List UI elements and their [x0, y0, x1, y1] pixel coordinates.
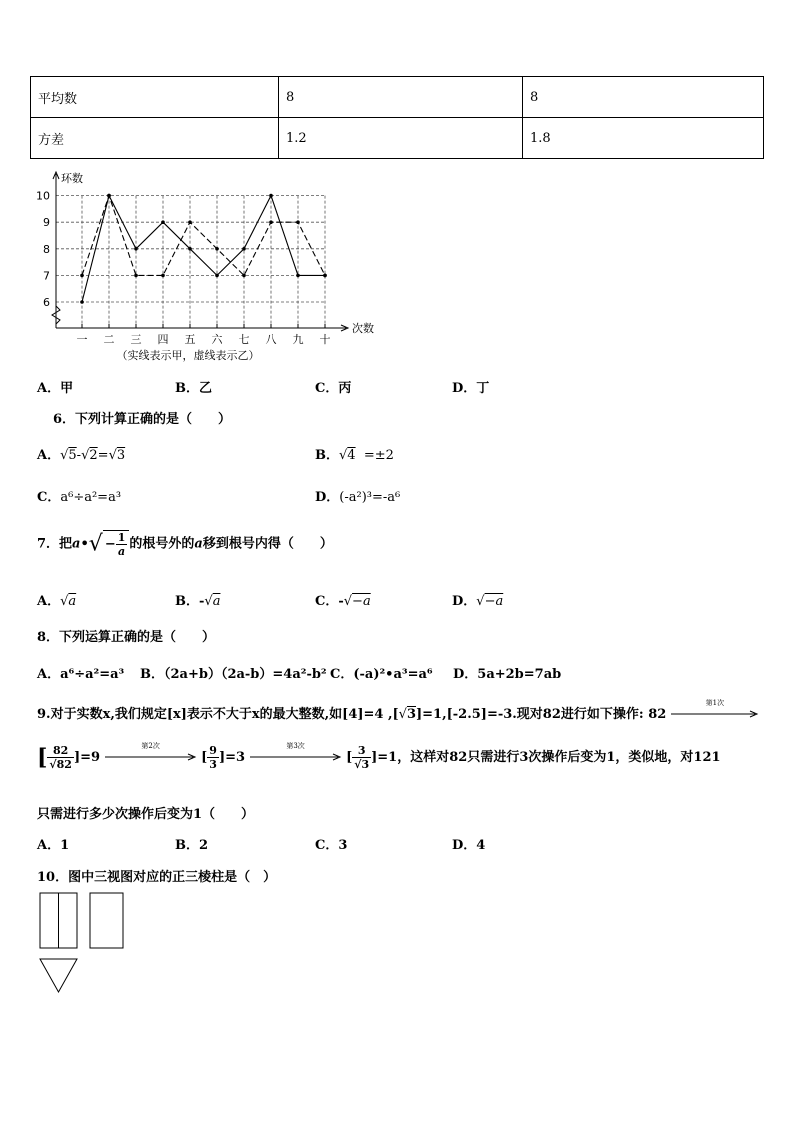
radicand: 3 — [116, 448, 126, 463]
option-prefix: B．- — [175, 594, 205, 609]
q5-option-d: D．丁 — [452, 381, 490, 396]
x-axis-label: 次数 — [352, 322, 374, 335]
operator: • — [80, 536, 89, 552]
data-point-乙 — [80, 274, 84, 278]
bracket: [ — [201, 750, 208, 765]
data-point-甲 — [215, 274, 219, 278]
q8-option-c: C．(-a)²•a³=a⁶ — [330, 667, 433, 682]
data-point-甲 — [242, 247, 246, 251]
data-point-乙 — [134, 274, 138, 278]
stem-text: 9.对于实数x,我们规定[x]表示不大于x的最大整数,如[4]=4 ,[ — [37, 707, 399, 722]
stem-text: ]=1，这样对82只需进行3次操作后变为1，类似地，对121 — [371, 750, 721, 765]
q9-line-3: 只需进行多少次操作后变为1（ ） — [37, 807, 255, 822]
data-point-甲 — [296, 274, 300, 278]
table-cell: 1.2 — [279, 118, 523, 159]
q7-option-d: D．√−a — [452, 594, 504, 609]
data-point-甲 — [134, 247, 138, 251]
x-tick-label: 七 — [238, 333, 250, 346]
q8-option-b: B．（2a+b）（2a-b）=4a²-b² — [140, 667, 327, 682]
radicand: 82 — [56, 758, 72, 771]
radicand: a — [212, 594, 221, 609]
data-point-甲 — [188, 247, 192, 251]
right-arrow-icon — [250, 753, 342, 761]
x-tick-label: 八 — [265, 333, 277, 346]
radicand: 5 — [68, 448, 77, 463]
x-tick-label: 六 — [211, 333, 223, 346]
q6-option-a: A．√5-√2=√3 — [37, 448, 126, 463]
x-tick-label: 四 — [157, 333, 169, 346]
numerator: 82 — [47, 744, 74, 758]
fraction — [47, 744, 74, 771]
q8-stem: 8．下列运算正确的是（ ） — [37, 630, 216, 645]
radicand: 4 — [347, 448, 356, 463]
fraction — [116, 531, 128, 558]
y-axis-label: 环数 — [61, 172, 83, 185]
option-text: =±2 — [363, 448, 394, 463]
variable: a — [194, 536, 203, 552]
operator: = — [97, 448, 109, 463]
arrow-label: 第2次 — [141, 742, 160, 750]
x-tick-label: 二 — [103, 333, 115, 346]
q6-option-b: B．√4 =±2 — [315, 448, 394, 463]
stats-table — [30, 76, 764, 159]
data-point-乙 — [215, 247, 219, 251]
q8-option-a: A．a⁶÷a²=a³ — [37, 667, 125, 682]
fraction — [352, 744, 371, 771]
q6-option-d — [315, 486, 400, 505]
q5-option-b: B．乙 — [175, 381, 212, 396]
option-prefix: C．- — [315, 594, 344, 609]
data-point-乙 — [107, 194, 111, 198]
denominator: a — [117, 545, 126, 558]
q7-option-b: B．-√a — [175, 594, 221, 609]
score-line-chart — [28, 168, 388, 368]
y-tick-label: 8 — [43, 242, 50, 256]
q9-line-2 — [37, 744, 721, 771]
radicand: a — [68, 594, 77, 609]
denominator: √3 — [354, 758, 370, 771]
operation-arrow-1 — [671, 699, 759, 722]
y-tick-label: 6 — [43, 296, 50, 309]
option-prefix: A． — [37, 448, 61, 463]
table-cell: 8 — [279, 77, 523, 118]
data-point-乙 — [161, 274, 165, 278]
q9-line-1: 9.对于实数x,我们规定[x]表示不大于x的最大整数,如[4]=4 ,[√3]=1,[-2.5]=-3.现对82进行如下操作: 82 第1次 — [37, 703, 759, 722]
q5-option-a: A．甲 — [37, 381, 74, 396]
q9-option-b: B．2 — [175, 838, 209, 853]
q10-stem: 10．图中三视图对应的正三棱柱是（ ） — [37, 870, 277, 885]
three-view-diagram — [36, 888, 128, 998]
q7-option-a: A．√a — [37, 594, 77, 609]
numerator: 1 — [117, 531, 126, 544]
top-view-triangle — [40, 959, 77, 992]
denominator: √82 — [49, 758, 72, 771]
radicand: −a — [352, 594, 371, 609]
operator: − — [104, 537, 116, 552]
q7-option-c: C．-√−a — [315, 594, 371, 609]
y-tick-label: 10 — [36, 189, 50, 203]
table-cell: 平均数 — [31, 77, 279, 118]
operation-arrow-2 — [105, 742, 197, 765]
x-tick-label: 一 — [76, 333, 88, 346]
operator: - — [76, 448, 82, 463]
q8-option-d: D．5a+2b=7ab — [453, 667, 562, 682]
q7-stem: 7．把a•√ − $\frac{1}{a}$ 的根号外的a移到根号内得（ ） — [37, 531, 333, 558]
option-prefix: D． — [315, 490, 340, 505]
arrow-label: 第1次 — [705, 699, 725, 707]
q9-option-a: A．1 — [37, 838, 70, 853]
x-tick-label: 九 — [292, 333, 304, 346]
arrow-label: 第3次 — [286, 742, 305, 750]
data-point-乙 — [296, 220, 300, 224]
side-view — [90, 893, 123, 948]
option-text: a⁶÷a²=a³ — [60, 490, 122, 505]
table-cell: 8 — [523, 77, 764, 118]
option-prefix: A． — [37, 594, 61, 609]
data-point-乙 — [323, 274, 327, 278]
right-arrow-icon — [105, 753, 197, 761]
right-arrow-icon — [671, 710, 759, 718]
q5-option-c: C．丙 — [315, 381, 352, 396]
operation-arrow-3 — [250, 742, 342, 765]
x-tick-label: 十 — [319, 333, 331, 346]
numerator: 3 — [352, 744, 371, 758]
radicand: 3 — [361, 758, 370, 771]
radicand: 2 — [89, 448, 98, 463]
table-cell: 方差 — [31, 118, 279, 159]
variable: a — [72, 536, 81, 552]
y-tick-label: 7 — [43, 269, 50, 283]
chart-caption: （实线表示甲，虚线表示乙） — [116, 349, 260, 362]
data-point-甲 — [80, 300, 84, 304]
option-text: (-a²)³=-a⁶ — [339, 490, 401, 505]
data-point-甲 — [269, 194, 273, 198]
table-cell: 1.8 — [523, 118, 764, 159]
stem-text: 7．把 — [37, 536, 73, 552]
numerator: 9 — [209, 744, 217, 757]
q9-option-c: C．3 — [315, 838, 348, 853]
stem-text: ]=1,[-2.5]=-3.现对82进行如下操作: 82 — [416, 707, 667, 722]
x-tick-label: 三 — [130, 333, 142, 346]
option-prefix: D． — [452, 594, 477, 609]
radicand: −a — [484, 594, 504, 609]
data-point-乙 — [188, 220, 192, 224]
q6-option-c — [37, 486, 121, 505]
radicand: 3 — [406, 707, 417, 722]
x-tick-label: 五 — [184, 333, 196, 346]
series-line-乙 — [82, 196, 325, 276]
data-point-甲 — [161, 220, 165, 224]
table-row — [31, 77, 764, 118]
q6-stem: 6．下列计算正确的是（ ） — [53, 412, 232, 427]
stem-text: ]=9 — [73, 750, 101, 765]
denominator: 3 — [209, 758, 217, 771]
stem-text: 的根号外的 — [129, 536, 195, 552]
y-tick-label: 9 — [43, 216, 50, 230]
option-prefix: B． — [315, 448, 339, 463]
data-point-乙 — [269, 220, 273, 224]
bracket: [ — [37, 744, 48, 771]
q9-option-d: D．4 — [452, 838, 486, 853]
fraction — [207, 744, 219, 771]
data-point-乙 — [242, 274, 246, 278]
table-row — [31, 118, 764, 159]
stem-text: ]=3 — [218, 750, 246, 765]
bracket: [ — [346, 750, 353, 765]
stem-text: 移到根号内得（ ） — [202, 536, 333, 552]
option-prefix: C． — [37, 490, 61, 505]
